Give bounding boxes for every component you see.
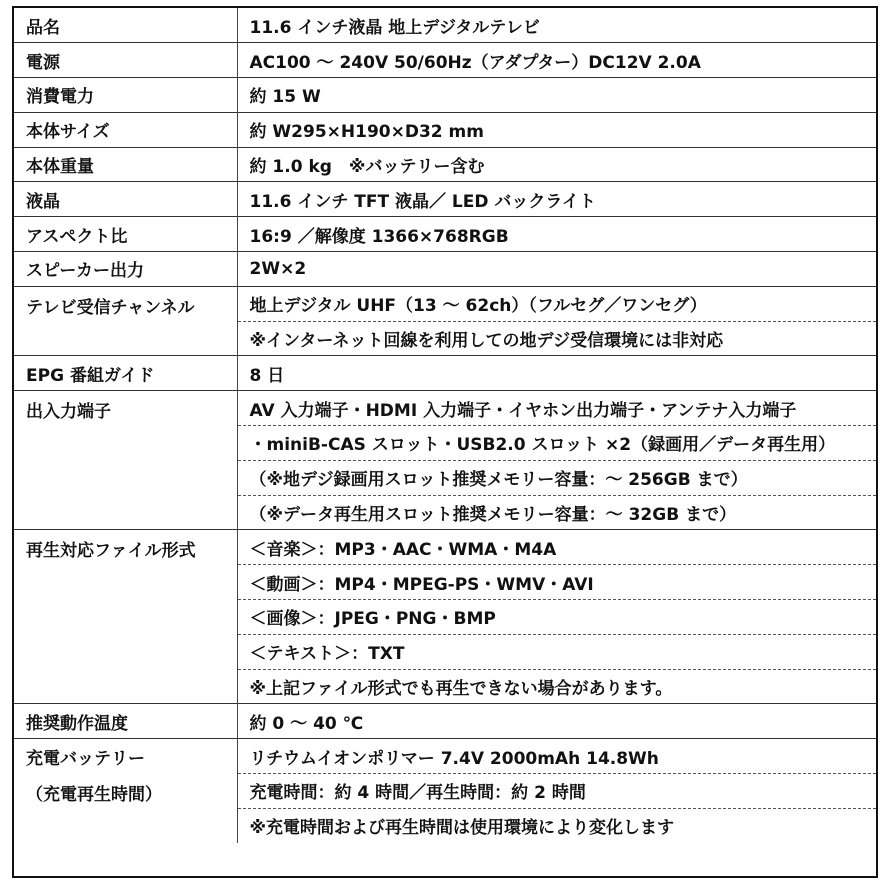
- spec-label: アスペクト比: [14, 217, 237, 252]
- spec-value: 11.6 インチ TFT 液晶／ LED バックライト: [237, 182, 876, 217]
- spec-row-power: [14, 43, 876, 78]
- spec-row-lcd: [14, 182, 876, 217]
- spec-label: 出入力端子: [14, 391, 237, 530]
- spec-value-note: ※インターネット回線を利用しての地デジ受信環境には非対応: [237, 321, 876, 356]
- spec-label: スピーカー出力: [14, 252, 237, 287]
- spec-value-note: （※データ再生用スロット推奨メモリー容量：～ 32GB まで）: [237, 495, 876, 530]
- spec-label: 充電バッテリー: [14, 739, 237, 774]
- spec-label: 液晶: [14, 182, 237, 217]
- spec-value: ＜画像＞：JPEG・PNG・BMP: [237, 600, 876, 635]
- spec-row-consumption: [14, 78, 876, 113]
- spec-row-speaker: [14, 252, 876, 287]
- spec-label: 品名: [14, 8, 237, 43]
- spec-label: 電源: [14, 43, 237, 78]
- spec-value: ・miniB-CAS スロット・USB2.0 スロット ×2（録画用／データ再生用）: [237, 426, 876, 461]
- spec-value: リチウムイオンポリマー 7.4V 2000mAh 14.8Wh: [237, 739, 876, 774]
- spec-value: 約 1.0 kg ※バッテリー含む: [237, 147, 876, 182]
- spec-value: ＜動画＞：MP4・MPEG-PS・WMV・AVI: [237, 565, 876, 600]
- spec-row-size: [14, 112, 876, 147]
- spec-value: 約 0 ～ 40 ℃: [237, 704, 876, 739]
- spec-table: [14, 8, 876, 843]
- spec-row-product-name: [14, 8, 876, 43]
- spec-value-note: ※上記ファイル形式でも再生できない場合があります。: [237, 669, 876, 704]
- spec-value: ＜音楽＞：MP3・AAC・WMA・M4A: [237, 530, 876, 565]
- spec-label: （充電再生時間）: [14, 774, 237, 844]
- spec-row-tv-channel: [14, 286, 876, 321]
- spec-row-temperature: [14, 704, 876, 739]
- spec-value: AV 入力端子・HDMI 入力端子・イヤホン出力端子・アンテナ入力端子: [237, 391, 876, 426]
- spec-value: 約 15 W: [237, 78, 876, 113]
- spec-label: EPG 番組ガイド: [14, 356, 237, 391]
- spec-value: 8 日: [237, 356, 876, 391]
- spec-row-aspect: [14, 217, 876, 252]
- spec-row-battery: [14, 739, 876, 774]
- spec-row-charge-time: [14, 774, 876, 809]
- spec-value: AC100 ～ 240V 50/60Hz（アダプター）DC12V 2.0A: [237, 43, 876, 78]
- spec-row-io: [14, 391, 876, 426]
- spec-value: 地上デジタル UHF（13 ～ 62ch）（フルセグ／ワンセグ）: [237, 286, 876, 321]
- spec-value-note: （※地デジ録画用スロット推奨メモリー容量：～ 256GB まで）: [237, 460, 876, 495]
- spec-value: 16:9 ／解像度 1366×768RGB: [237, 217, 876, 252]
- spec-label: 本体重量: [14, 147, 237, 182]
- spec-value: 2W×2: [237, 252, 876, 287]
- spec-row-weight: [14, 147, 876, 182]
- spec-label: 本体サイズ: [14, 112, 237, 147]
- spec-label: 消費電力: [14, 78, 237, 113]
- spec-row-formats: [14, 530, 876, 565]
- spec-value-note: ※充電時間および再生時間は使用環境により変化します: [237, 808, 876, 843]
- spec-label: 推奨動作温度: [14, 704, 237, 739]
- spec-value: 11.6 インチ液晶 地上デジタルテレビ: [249, 17, 540, 38]
- spec-value: 充電時間：約 4 時間／再生時間：約 2 時間: [237, 774, 876, 809]
- spec-table-frame: [12, 6, 878, 878]
- spec-value: 約 W295×H190×D32 mm: [237, 112, 876, 147]
- spec-label: 再生対応ファイル形式: [14, 530, 237, 704]
- spec-value: ＜テキスト＞：TXT: [237, 634, 876, 669]
- spec-row-epg: [14, 356, 876, 391]
- spec-label: テレビ受信チャンネル: [14, 286, 237, 356]
